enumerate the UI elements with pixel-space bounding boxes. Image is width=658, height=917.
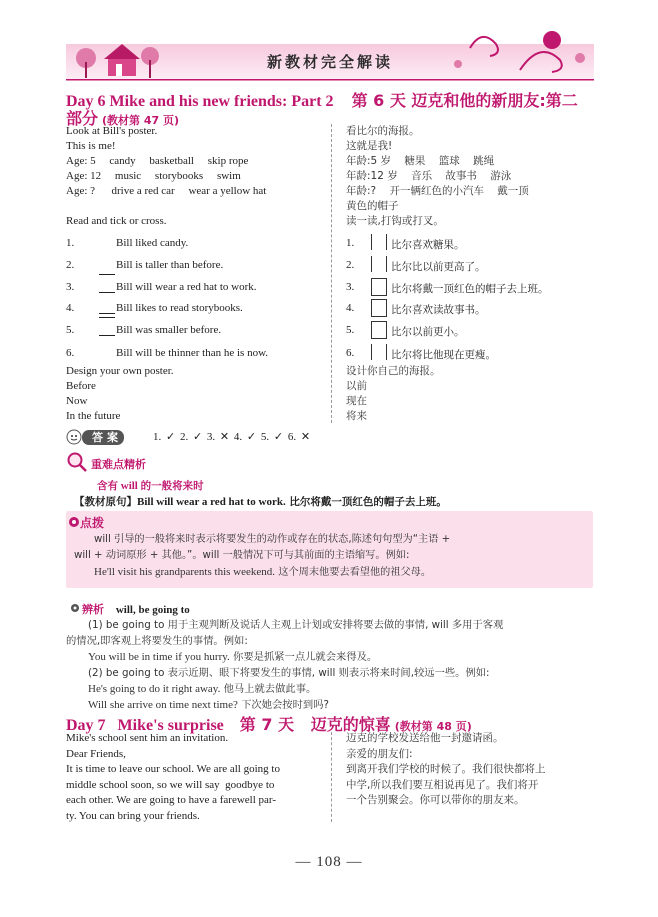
day6-textbook-ref: (教材第 47 页) bbox=[102, 114, 180, 127]
text-line: 年龄:? 开一辆红色的小汽车 戴一顶 bbox=[346, 185, 529, 197]
text-line: Mike's school sent him an invitation. bbox=[66, 732, 229, 744]
text-line: This is me! bbox=[66, 140, 116, 152]
answer-box[interactable] bbox=[371, 321, 387, 339]
day7-heading-en: Day 7 Mike's surprise bbox=[66, 717, 224, 734]
text-line: Now bbox=[66, 395, 88, 407]
question-number: 2. bbox=[66, 259, 75, 271]
answer-blank[interactable] bbox=[99, 274, 115, 275]
text-line: Age: 12 music storybooks swim bbox=[66, 170, 241, 182]
text-line: Design your own poster. bbox=[66, 365, 174, 377]
text-line: Look at Bill's poster. bbox=[66, 125, 158, 137]
text-line: 到离开我们学校的时候了。我们很快都将上 bbox=[346, 763, 546, 775]
question-text: Bill will wear a red hat to work. bbox=[116, 281, 257, 293]
example-en: You will be in time if you hurry. bbox=[88, 651, 230, 663]
question-text: Bill liked candy. bbox=[116, 237, 189, 249]
column-divider bbox=[331, 124, 332, 423]
text-line: each other. We are going to have a farewell par- bbox=[66, 794, 277, 806]
subtitle-part: 的一般将来时 bbox=[140, 480, 204, 492]
flower-icon bbox=[68, 516, 80, 528]
keypoints-subtitle bbox=[97, 478, 204, 494]
question-text-cn: 比尔将比他现在更瘦。 bbox=[391, 349, 496, 361]
question-row-cn bbox=[346, 347, 586, 362]
question-row bbox=[66, 281, 326, 296]
example-cn: 下次她会按时到吗? bbox=[237, 699, 329, 711]
question-row bbox=[66, 324, 326, 339]
question-row bbox=[66, 259, 326, 274]
question-text-cn: 比尔喜欢糖果。 bbox=[391, 239, 465, 251]
question-number: 2. bbox=[346, 259, 355, 271]
day7-left-block bbox=[66, 731, 280, 824]
subtitle-part: 含有 bbox=[97, 480, 118, 492]
magnifier-icon bbox=[66, 451, 88, 473]
analysis-line: (1) be going to 用于主观判断及说话人主观上计划或安排将要去做的事情, will 多用于客观 bbox=[88, 619, 504, 631]
question-row-cn bbox=[346, 324, 586, 339]
answer-label: 答案 bbox=[92, 431, 122, 444]
design-poster-block-cn bbox=[346, 364, 441, 424]
answer-items: 1. ✓ 2. ✓ 3. ✕ 4. ✓ 5. ✓ 6. ✕ bbox=[153, 431, 311, 443]
text-line: 亲爱的朋友们: bbox=[346, 747, 413, 760]
orig-en: Bill will wear a red hat to work. bbox=[137, 496, 286, 508]
question-text-cn: 比尔将戴一顶红色的帽子去上班。 bbox=[391, 283, 549, 295]
analysis-line bbox=[88, 681, 316, 697]
day6-heading-cn2: 部分 bbox=[66, 109, 99, 128]
orig-cn: 比尔将戴一顶红色的帽子去上班。 bbox=[285, 496, 447, 508]
analysis-line bbox=[88, 697, 329, 713]
text-line: 看比尔的海报。 bbox=[346, 125, 420, 137]
analysis-subtitle: will, be going to bbox=[115, 604, 190, 616]
column-divider bbox=[331, 732, 332, 822]
example-en: He's going to do it right away. bbox=[88, 683, 221, 695]
answer-blank[interactable] bbox=[99, 292, 115, 293]
analysis-line: (2) be going to 表示近期、眼下将要发生的事情, will 则表示将来时间,较远一些。例如: bbox=[88, 667, 490, 679]
orig-label: 【教材原句】 bbox=[74, 496, 137, 508]
question-number: 3. bbox=[346, 281, 355, 293]
text-line: In the future bbox=[66, 410, 121, 422]
question-number: 6. bbox=[346, 347, 355, 359]
text-line: middle school soon, so we will say goodbye to bbox=[66, 778, 275, 791]
answer-box[interactable] bbox=[371, 278, 387, 296]
example-cn: 你要是抓紧一点儿就会来得及。 bbox=[229, 651, 378, 663]
text-line: 中学,所以我们要互相说再见了。我们将开 bbox=[346, 778, 539, 791]
day6-left-block bbox=[66, 124, 266, 229]
text-line bbox=[66, 199, 266, 214]
text-line: 年龄:5 岁 糖果 篮球 跳绳 bbox=[346, 155, 495, 167]
analysis-line bbox=[88, 649, 377, 665]
day6-heading-cn: 第 6 天 迈克和他的新朋友:第二 bbox=[351, 91, 578, 110]
question-row-cn bbox=[346, 281, 586, 296]
day7-heading-cn: 第 7 天 迈克的惊喜 bbox=[239, 715, 391, 734]
header-title: 新教材完全解读 bbox=[266, 53, 393, 71]
text-line: 读一读,打钩或打叉。 bbox=[346, 215, 444, 227]
question-row-cn bbox=[346, 302, 586, 317]
tip-line: will + 动词原形 + 其他。”。will 一般情况下可与其前面的主语缩写。例如: bbox=[74, 550, 410, 561]
text-line: 年龄:12 岁 音乐 故事书 游泳 bbox=[346, 170, 512, 182]
tip-line: will 引导的一般将来时表示将要发生的动作或存在的状态,陈述句句型为“主语 + bbox=[94, 534, 451, 545]
question-text-cn: 比尔以前更小。 bbox=[391, 326, 465, 338]
tip-example-en: He'll visit his grandparents this weekend. bbox=[94, 566, 276, 578]
text-line: Read and tick or cross. bbox=[66, 215, 167, 227]
text-line: 迈克的学校发送给他一封邀请函。 bbox=[346, 732, 504, 744]
question-number: 1. bbox=[66, 237, 75, 249]
analysis-label: 辨析 bbox=[82, 603, 104, 616]
question-number: 5. bbox=[66, 324, 75, 336]
question-row-cn bbox=[346, 237, 586, 252]
answer-box[interactable] bbox=[371, 234, 387, 250]
question-row bbox=[66, 302, 326, 317]
tip-title: 点拨 bbox=[80, 516, 105, 530]
example-en: Will she arrive on time next time? bbox=[88, 699, 238, 711]
question-number: 6. bbox=[66, 347, 75, 359]
text-line: Age: ? drive a red car wear a yellow hat bbox=[66, 185, 267, 197]
answer-blank[interactable] bbox=[99, 317, 115, 318]
text-line: 黄色的帽子 bbox=[346, 200, 399, 212]
question-number: 3. bbox=[66, 281, 75, 293]
text-line: ty. You can bring your friends. bbox=[66, 809, 200, 822]
keypoints-title: 重难点精析 bbox=[91, 458, 146, 471]
text-line: 以前 bbox=[346, 380, 367, 392]
page-header bbox=[0, 0, 658, 92]
question-row-cn bbox=[346, 259, 586, 274]
text-line: 现在 bbox=[346, 395, 367, 407]
answer-badge bbox=[66, 428, 124, 446]
question-text-cn: 比尔比以前更高了。 bbox=[391, 261, 486, 273]
textbook-original-sentence bbox=[74, 494, 447, 509]
question-text-cn: 比尔喜欢读故事书。 bbox=[391, 304, 486, 316]
tip-example-cn: 这个周末他要去看望他的祖父母。 bbox=[275, 567, 432, 578]
day6-heading-en: Day 6 Mike and his new friends: Part 2 bbox=[66, 93, 334, 110]
analysis-line: 的情况,即客观上将要发生的事情。例如: bbox=[66, 635, 248, 647]
answer-box[interactable] bbox=[371, 344, 387, 360]
bullet-icon bbox=[70, 603, 80, 613]
analysis-title bbox=[82, 601, 190, 617]
text-line: 这就是我! bbox=[346, 140, 393, 152]
day7-right-block bbox=[346, 731, 546, 809]
question-number: 1. bbox=[346, 237, 355, 249]
answer-blank[interactable] bbox=[99, 335, 115, 336]
question-number: 4. bbox=[346, 302, 355, 314]
day6-right-block bbox=[346, 124, 529, 229]
question-number: 4. bbox=[66, 302, 75, 314]
question-row bbox=[66, 347, 326, 362]
answer-box[interactable] bbox=[371, 256, 387, 272]
answer-box[interactable] bbox=[371, 299, 387, 317]
text-line: 一个告别聚会。你可以带你的朋友来。 bbox=[346, 794, 525, 806]
tip-line bbox=[94, 564, 431, 581]
text-line: Age: 5 candy basketball skip rope bbox=[66, 155, 249, 167]
question-text: Bill was smaller before. bbox=[116, 324, 222, 336]
page-number: — 108 — bbox=[295, 854, 363, 870]
subtitle-part: will bbox=[118, 480, 141, 492]
text-line: 设计你自己的海报。 bbox=[346, 365, 441, 377]
design-poster-block bbox=[66, 364, 174, 424]
answer-blank[interactable] bbox=[99, 313, 115, 314]
text-line: Before bbox=[66, 380, 96, 392]
text-line: 将来 bbox=[346, 410, 367, 422]
question-text: Bill is taller than before. bbox=[116, 259, 224, 271]
text-line: Dear Friends, bbox=[66, 747, 126, 760]
example-cn: 他马上就去做此事。 bbox=[220, 683, 317, 695]
question-text: Bill will be thinner than he is now. bbox=[116, 347, 269, 359]
question-number: 5. bbox=[346, 324, 355, 336]
text-line: It is time to leave our school. We are all going to bbox=[66, 763, 280, 775]
question-row bbox=[66, 237, 326, 252]
header-decoration bbox=[0, 0, 658, 92]
question-text: Bill likes to read storybooks. bbox=[116, 302, 243, 314]
day7-textbook-ref: (教材第 48 页) bbox=[394, 720, 472, 733]
